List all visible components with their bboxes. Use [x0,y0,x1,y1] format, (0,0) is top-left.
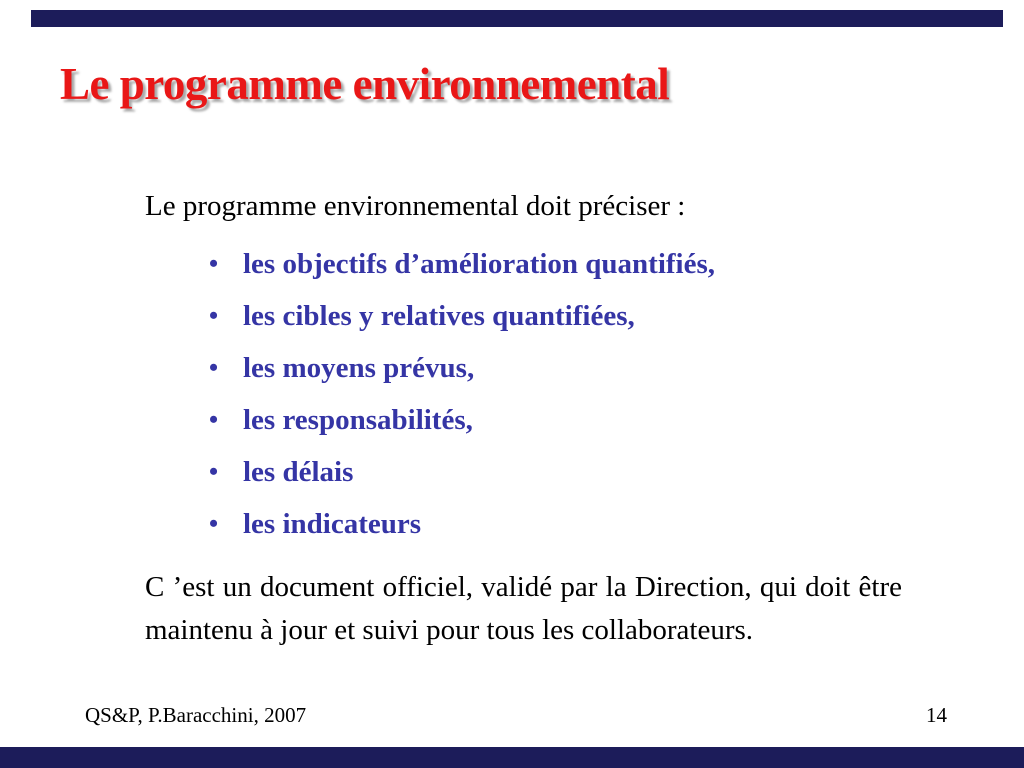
bullet-icon: • [209,405,219,434]
bullet-icon: • [209,353,219,382]
intro-text: Le programme environnemental doit préciser : [145,190,686,222]
bullet-icon: • [209,457,219,486]
bullet-text: les délais [243,455,354,488]
bullet-text: les objectifs d’amélioration quantifiés, [243,247,716,280]
list-item [209,290,715,342]
list-item [209,498,715,550]
bottom-accent-bar [0,747,1024,768]
slide-title: Le programme environnemental [60,59,670,109]
bullet-icon: • [209,509,219,538]
bullet-text: les responsabilités, [243,403,473,436]
page-number: 14 [926,703,947,727]
list-item [209,394,715,446]
bullet-text: les moyens prévus, [243,351,475,384]
list-item [209,342,715,394]
list-item [209,446,715,498]
top-accent-bar [31,10,1003,27]
bullet-icon: • [209,301,219,330]
bullet-icon: • [209,249,219,278]
bullet-text: les indicateurs [243,507,422,540]
bullet-list [209,238,715,550]
bullet-text: les cibles y relatives quantifiées, [243,299,635,332]
footer-author: QS&P, P.Baracchini, 2007 [85,703,307,727]
list-item [209,238,715,290]
closing-paragraph: C ’est un document officiel, validé par la Direction, qui doit être maintenu à jour et suivi pour tous les collaborateurs. [145,571,902,646]
